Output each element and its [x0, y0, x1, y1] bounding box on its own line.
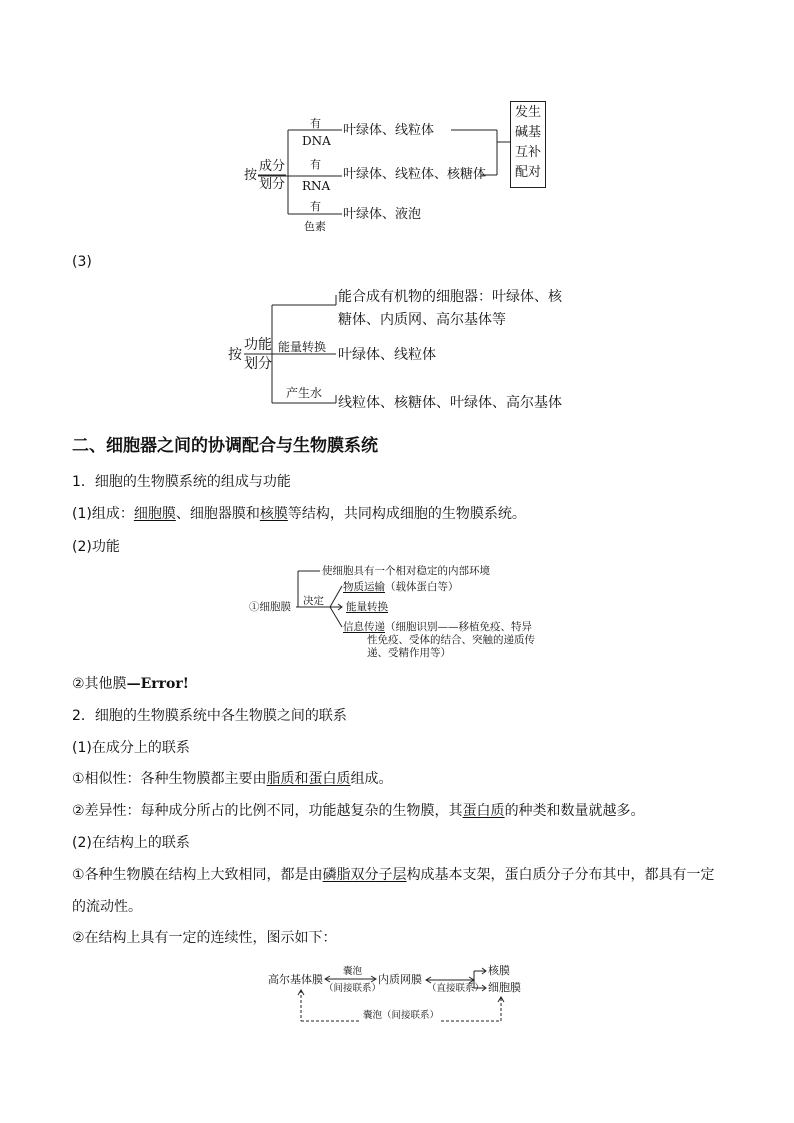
- box-line-3: 互补: [514, 145, 541, 160]
- box-line-4: 配对: [514, 165, 541, 180]
- s1-function-label: (2)功能: [72, 539, 120, 555]
- res-water: 线粒体、核糖体、叶绿体、高尔基体: [338, 395, 562, 411]
- section-title: 二、细胞器之间的协调配合与生物膜系统: [72, 436, 378, 456]
- branch-dna: DNA: [302, 134, 331, 148]
- result-rna: 叶绿体、线粒体、核糖体: [343, 167, 487, 182]
- branch-you-3: 有: [310, 200, 321, 213]
- s2-heading: 2．细胞的生物膜系统中各生物膜之间的联系: [72, 708, 347, 724]
- cm-info-rest-2: 性免疫、受体的结合、突触的递质传: [367, 634, 535, 646]
- er-membrane: 内质网膜: [378, 973, 422, 986]
- branch-water: 产生水: [286, 386, 323, 400]
- s2-diff-pre: ②差异性：每种成分所占的比例不同，功能越复杂的生物膜，其: [72, 803, 463, 819]
- s2-sim-post: 组成。: [350, 771, 393, 787]
- s1-l1-post: 等结构，共同构成细胞的生物膜系统。: [287, 506, 526, 522]
- branch-you-1: 有: [310, 117, 321, 130]
- res-organic-1: 能合成有机物的细胞器：叶绿体、核: [338, 289, 562, 305]
- res-energy: 叶绿体、线粒体: [338, 347, 436, 363]
- branch-sesu: 色素: [304, 220, 326, 233]
- s1-other-pre: ②其他膜: [72, 676, 127, 692]
- cm-stable-env: 使细胞具有一个相对稳定的内部环境: [322, 565, 490, 577]
- s2-sim-u: 脂质和蛋白质: [266, 771, 351, 787]
- direct-link: （直接联系）: [427, 983, 485, 994]
- s1-l1-nuclear-membrane: 核膜: [259, 506, 288, 522]
- cm-info-rest-3: 递、受精作用等）: [367, 647, 451, 659]
- branch-rna: RNA: [302, 179, 331, 193]
- branch-you-2: 有: [310, 158, 321, 171]
- indirect-top: （间接联系）: [324, 983, 382, 994]
- s2-structure-1b: 的流动性。: [72, 899, 142, 915]
- cm-info-rest-1: （细胞识别——移植免疫、特异: [385, 621, 532, 633]
- s1-l1-mid: 、细胞器膜和: [175, 506, 260, 522]
- cm-root: ①细胞膜: [249, 601, 291, 613]
- item-3-label: (3): [72, 254, 92, 270]
- cm-transport-u: 物质运输: [343, 581, 385, 593]
- cm-decide: 决定: [303, 595, 324, 607]
- vesicle-top: 囊泡: [343, 966, 363, 977]
- s2-st1-pre: ①各种生物膜在结构上大致相同，都是由: [72, 867, 323, 883]
- s1-other-error: —Error!: [126, 676, 189, 692]
- branch-energy: 能量转换: [278, 340, 327, 354]
- s2-st1-u: 磷脂双分子层: [322, 867, 407, 883]
- s1-heading: 1．细胞的生物膜系统的组成与功能: [72, 474, 291, 490]
- root-chengfen: 成分: [259, 159, 286, 174]
- s2-sim-pre: ①相似性：各种生物膜都主要由: [72, 771, 267, 787]
- s2-composition-label: (1)在成分上的联系: [72, 740, 190, 756]
- s2-structure-2: ②在结构上具有一定的连续性，图示如下：: [72, 930, 337, 946]
- res-organic-2: 糖体、内质网、高尔基体等: [338, 312, 506, 328]
- s2-st1-post: 构成基本支架，蛋白质分子分布其中，都具有一定: [406, 867, 715, 883]
- cm-energy: 能量转换: [346, 601, 388, 613]
- cm-info-u: 信息传递: [343, 621, 385, 633]
- result-sesu: 叶绿体、液泡: [343, 207, 422, 222]
- vesicle-bottom: 囊泡（间接联系）: [363, 1010, 440, 1021]
- s1-l1-cell-membrane: 细胞膜: [133, 506, 176, 522]
- s1-l1-pre: (1)组成：: [72, 506, 134, 522]
- func-root-an: 按: [228, 347, 242, 363]
- s2-diff-u: 蛋白质: [462, 803, 505, 819]
- nuclear-membrane: 核膜: [488, 964, 510, 977]
- cell-membrane: 细胞膜: [488, 981, 521, 994]
- box-line-1: 发生: [514, 105, 541, 120]
- root-huafen: 划分: [259, 177, 286, 192]
- s2-diff-post: 的种类和数量就越多。: [504, 803, 645, 819]
- s2-structure-label: (2)在结构上的联系: [72, 835, 190, 851]
- result-dna: 叶绿体、线粒体: [343, 123, 435, 138]
- root-an: 按: [244, 168, 258, 183]
- golgi-membrane: 高尔基体膜: [268, 973, 323, 986]
- cm-transport-rest: （载体蛋白等）: [385, 581, 459, 593]
- box-line-2: 碱基: [514, 125, 541, 140]
- func-root-huafen: 划分: [244, 356, 272, 372]
- func-root-gongneng: 功能: [244, 337, 272, 353]
